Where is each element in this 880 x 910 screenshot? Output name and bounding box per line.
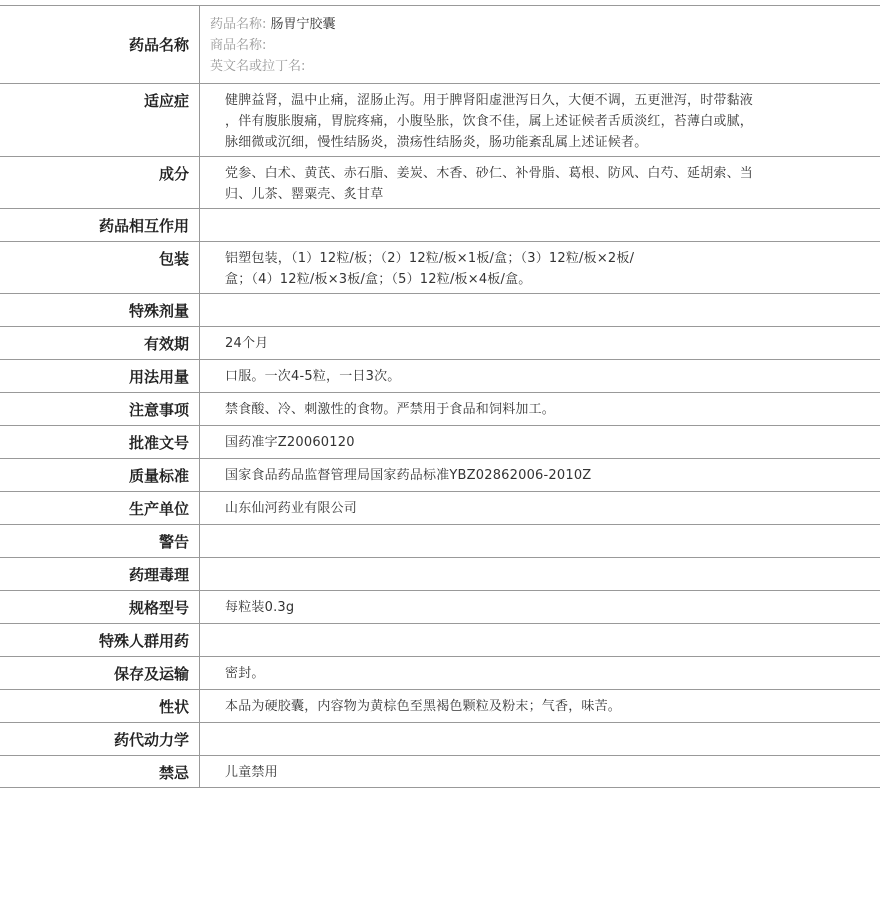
label-spec: 规格型号 xyxy=(0,591,200,623)
indication-text xyxy=(200,84,800,156)
package-line: 铝塑包装，（1）12粒/板；（2）12粒/板×1板/盒；（3）12粒/板×2板/ xyxy=(225,251,635,266)
row-contraindication xyxy=(0,755,880,788)
row-pharmacokinetics xyxy=(0,722,880,755)
interaction-text xyxy=(200,209,800,241)
generic-name-value: 肠胃宁胶囊 xyxy=(270,17,336,32)
label-validity: 有效期 xyxy=(0,327,200,359)
composition-line: 归、儿茶、罂粟壳、炙甘草 xyxy=(225,187,384,202)
package-line: 盒；（4）12粒/板×3板/盒；（5）12粒/板×4板/盒。 xyxy=(225,272,532,287)
row-standard xyxy=(0,458,880,491)
storage-text: 密封。 xyxy=(225,666,265,681)
generic-name-line xyxy=(210,14,336,35)
usage-text: 口服。一次4-5粒，一日3次。 xyxy=(225,369,401,384)
label-standard: 质量标准 xyxy=(0,459,200,491)
label-approval: 批准文号 xyxy=(0,426,200,458)
composition-text xyxy=(200,157,800,208)
trade-name-key: 商品名称: xyxy=(210,38,267,53)
row-validity xyxy=(0,326,880,359)
label-notes: 注意事项 xyxy=(0,393,200,425)
manufacturer-text: 山东仙河药业有限公司 xyxy=(225,501,358,516)
english-name-line xyxy=(210,56,336,77)
label-toxicology: 药理毒理 xyxy=(0,558,200,590)
composition-line: 党参、白术、黄芪、赤石脂、姜炭、木香、砂仁、补骨脂、葛根、防风、白芍、延胡索、当 xyxy=(225,166,754,181)
label-interaction: 药品相互作用 xyxy=(0,209,200,241)
row-notes xyxy=(0,392,880,425)
row-package xyxy=(0,241,880,293)
row-approval xyxy=(0,425,880,458)
indication-line: 健脾益肾，温中止痛，涩肠止泻。用于脾肾阳虚泄泻日久，大便不调，五更泄泻，时带黏液 xyxy=(225,93,754,108)
label-contraindication: 禁忌 xyxy=(0,756,200,787)
row-spec xyxy=(0,590,880,623)
label-warning: 警告 xyxy=(0,525,200,557)
spec-text: 每粒装0.3g xyxy=(225,600,295,615)
label-composition: 成分 xyxy=(0,157,200,208)
label-special-dose: 特殊剂量 xyxy=(0,294,200,326)
pharmacokinetics-text xyxy=(200,723,800,755)
label-storage: 保存及运输 xyxy=(0,657,200,689)
label-manufacturer: 生产单位 xyxy=(0,492,200,524)
validity-text: 24个月 xyxy=(225,336,269,351)
drug-name-values xyxy=(200,6,336,83)
indication-line: 脉细微或沉细，慢性结肠炎，溃疡性结肠炎，肠功能紊乱属上述证候者。 xyxy=(225,135,648,150)
row-special-groups xyxy=(0,623,880,656)
row-special-dose xyxy=(0,293,880,326)
appearance-text: 本品为硬胶囊，内容物为黄棕色至黑褐色颗粒及粉末；气香，味苦。 xyxy=(225,699,622,714)
row-warning xyxy=(0,524,880,557)
label-appearance: 性状 xyxy=(0,690,200,722)
warning-text xyxy=(200,525,800,557)
special-dose-text xyxy=(200,294,800,326)
standard-text: 国家食品药品监督管理局国家药品标准YBZ02862006-2010Z xyxy=(225,468,592,483)
row-toxicology xyxy=(0,557,880,590)
drug-info-table xyxy=(0,5,880,788)
row-indication xyxy=(0,83,880,156)
approval-text: 国药准字Z20060120 xyxy=(225,435,355,450)
english-name-key: 英文名或拉丁名: xyxy=(210,59,306,74)
contraindication-text: 儿童禁用 xyxy=(225,765,278,780)
package-text xyxy=(200,242,800,293)
label-pharmacokinetics: 药代动力学 xyxy=(0,723,200,755)
row-drug-name xyxy=(0,5,880,83)
row-composition xyxy=(0,156,880,208)
special-groups-text xyxy=(200,624,800,656)
trade-name-line xyxy=(210,35,336,56)
row-interaction xyxy=(0,208,880,241)
label-usage: 用法用量 xyxy=(0,360,200,392)
label-special-groups: 特殊人群用药 xyxy=(0,624,200,656)
notes-text: 禁食酸、冷、刺激性的食物。严禁用于食品和饲料加工。 xyxy=(225,402,556,417)
row-usage xyxy=(0,359,880,392)
label-drug-name: 药品名称 xyxy=(0,6,200,83)
row-manufacturer xyxy=(0,491,880,524)
indication-line: ，伴有腹胀腹痛，胃脘疼痛，小腹坠胀，饮食不佳，属上述证候者舌质淡红，苔薄白或腻， xyxy=(225,114,754,129)
generic-name-key: 药品名称: xyxy=(210,17,267,32)
label-indication: 适应症 xyxy=(0,84,200,156)
row-storage xyxy=(0,656,880,689)
label-package: 包装 xyxy=(0,242,200,293)
row-appearance xyxy=(0,689,880,722)
toxicology-text xyxy=(200,558,800,590)
